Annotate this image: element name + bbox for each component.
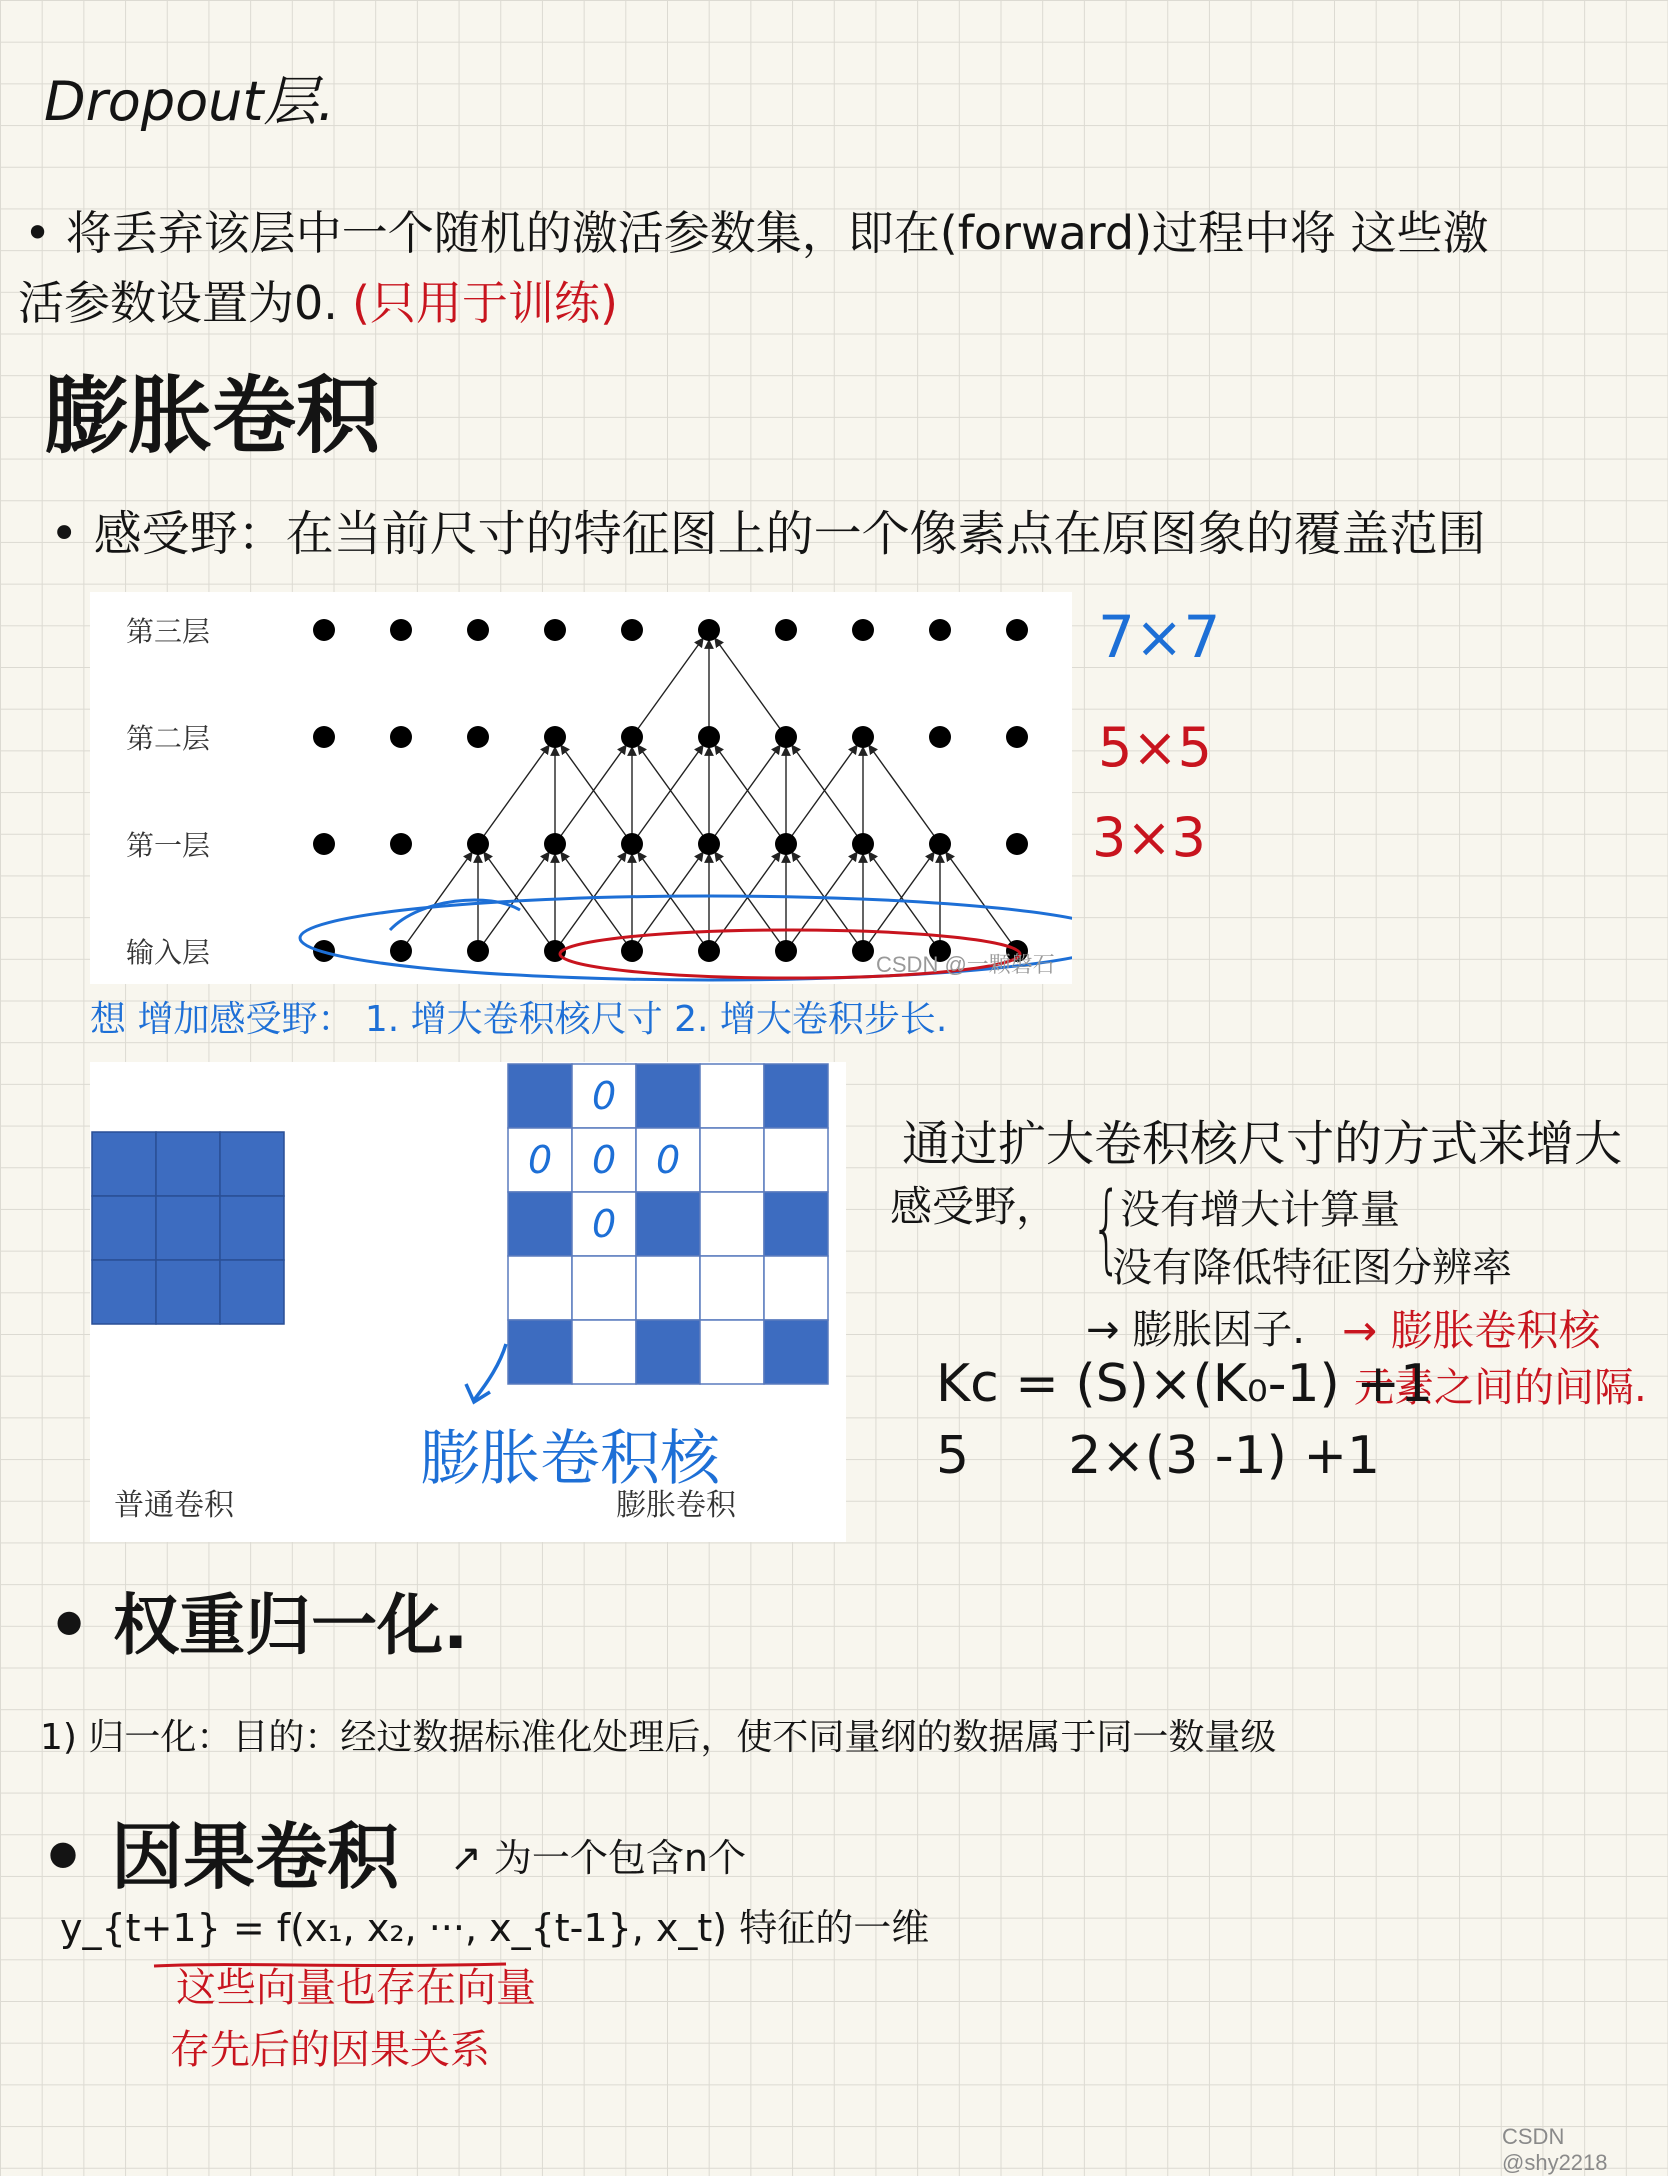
kernel-arrow-icon bbox=[460, 1340, 520, 1410]
dropout-line-2: 活参数设置为0. bbox=[18, 276, 338, 330]
node-r1-c8 bbox=[929, 726, 951, 748]
node-r0-c1 bbox=[390, 619, 412, 641]
kernel-zero-4: 0 bbox=[592, 1202, 617, 1246]
dilated-cell-3-2 bbox=[636, 1256, 700, 1320]
pyramid-diagram bbox=[90, 592, 1072, 984]
kernel-zero-0: 0 bbox=[592, 1074, 617, 1118]
layer-label-2: 第二层 bbox=[126, 722, 211, 755]
figure-watermark: CSDN @一颗磐石 bbox=[876, 952, 1055, 977]
kernel-zero-3: 0 bbox=[656, 1138, 681, 1182]
dilated-cell-2-0 bbox=[508, 1192, 572, 1256]
normal-conv-caption: 普通卷积 bbox=[114, 1488, 234, 1523]
node-r0-c3 bbox=[544, 619, 566, 641]
node-r2-c5 bbox=[698, 833, 720, 855]
layer-label-3: 第三层 bbox=[126, 615, 211, 648]
node-r1-c7 bbox=[852, 726, 874, 748]
node-r1-c1 bbox=[390, 726, 412, 748]
normal-cell-2-2 bbox=[220, 1260, 284, 1324]
expand-kernel-line-1: 通过扩大卷积核尺寸的方式来增大 bbox=[902, 1116, 1623, 1172]
no-resolution-reduction: 没有降低特征图分辨率 bbox=[1112, 1245, 1512, 1291]
causal-arrow-note: ↗ 为一个包含n个 bbox=[450, 1836, 747, 1880]
node-r0-c2 bbox=[467, 619, 489, 641]
receptive-field-figure bbox=[90, 592, 1072, 984]
normal-cell-0-1 bbox=[156, 1132, 220, 1196]
node-r1-c6 bbox=[775, 726, 797, 748]
normal-cell-0-0 bbox=[92, 1132, 156, 1196]
normal-3x3-kernel bbox=[92, 1132, 284, 1324]
rf-label-5x5: 5×5 bbox=[1098, 716, 1212, 779]
rf-label-3x3: 3×3 bbox=[1092, 806, 1206, 869]
node-r3-c7 bbox=[852, 940, 874, 962]
dilated-cell-3-3 bbox=[700, 1256, 764, 1320]
dilated-cell-4-3 bbox=[700, 1320, 764, 1384]
dropout-title: Dropout层. bbox=[44, 70, 335, 133]
dilated-cell-0-3 bbox=[700, 1064, 764, 1128]
dilation-formula: Kc = (S)×(K₀-1) +1 bbox=[936, 1354, 1434, 1414]
node-r0-c7 bbox=[852, 619, 874, 641]
dilated-cell-0-0 bbox=[508, 1064, 572, 1128]
node-r3-c5 bbox=[698, 940, 720, 962]
node-r1-c4 bbox=[621, 726, 643, 748]
causal-red-line-1: 这些向量也存在向量 bbox=[176, 1965, 536, 2011]
node-r3-c2 bbox=[467, 940, 489, 962]
no-compute-increase: 没有增大计算量 bbox=[1120, 1187, 1400, 1233]
normal-cell-2-0 bbox=[92, 1260, 156, 1324]
dilated-cell-0-2 bbox=[636, 1064, 700, 1128]
node-r1-c2 bbox=[467, 726, 489, 748]
pyramid-edge-21 bbox=[484, 745, 549, 836]
dilated-cell-4-1 bbox=[572, 1320, 636, 1384]
normal-cell-1-2 bbox=[220, 1196, 284, 1260]
dropout-line-1: • 将丢弃该层中一个随机的激活参数集，即在(forward)过程中将 这些激 bbox=[24, 206, 1489, 260]
pyramid-edge-35 bbox=[869, 745, 934, 836]
node-r3-c4 bbox=[621, 940, 643, 962]
dilated-cell-3-1 bbox=[572, 1256, 636, 1320]
dilated-cell-4-4 bbox=[764, 1320, 828, 1384]
node-r2-c7 bbox=[852, 833, 874, 855]
dilated-cell-3-4 bbox=[764, 1256, 828, 1320]
normal-cell-1-1 bbox=[156, 1196, 220, 1260]
normal-cell-2-1 bbox=[156, 1260, 220, 1324]
causal-formula: y_{t+1} = f(x₁, x₂, ···, x_{t-1}, x_t) 特征的一维 bbox=[60, 1906, 930, 1950]
dilated-cell-4-2 bbox=[636, 1320, 700, 1384]
node-r1-c9 bbox=[1006, 726, 1028, 748]
rf-label-7x7: 7×7 bbox=[1098, 603, 1221, 671]
node-r3-c6 bbox=[775, 940, 797, 962]
dilated-cell-2-2 bbox=[636, 1192, 700, 1256]
dilation-red-line-2: 元素之间的间隔. bbox=[1354, 1365, 1647, 1411]
weight-norm-title: • 权重归一化. bbox=[48, 1587, 469, 1664]
dilation-formula-example: 5 2×(3 -1) +1 bbox=[936, 1426, 1381, 1486]
dilated-kernel-annotation: 膨胀卷积核 bbox=[420, 1424, 720, 1494]
node-r2-c0 bbox=[313, 833, 335, 855]
node-r1-c5 bbox=[698, 726, 720, 748]
node-r0-c6 bbox=[775, 619, 797, 641]
dilated-cell-3-0 bbox=[508, 1256, 572, 1320]
expand-kernel-line-2: 感受野， bbox=[890, 1182, 1059, 1231]
node-r2-c6 bbox=[775, 833, 797, 855]
node-r2-c4 bbox=[621, 833, 643, 855]
pyramid-edge-20 bbox=[946, 852, 1011, 943]
dilated-cell-2-4 bbox=[764, 1192, 828, 1256]
layer-label-input: 输入层 bbox=[126, 936, 211, 969]
dilated-conv-caption: 膨胀卷积 bbox=[616, 1488, 736, 1523]
node-r1-c0 bbox=[313, 726, 335, 748]
dilated-5x5-kernel bbox=[508, 1064, 828, 1384]
dilated-cell-1-3 bbox=[700, 1128, 764, 1192]
node-r0-c9 bbox=[1006, 619, 1028, 641]
node-r0-c0 bbox=[313, 619, 335, 641]
dilated-conv-title: 膨胀卷积 bbox=[44, 367, 381, 465]
normal-cell-1-0 bbox=[92, 1196, 156, 1260]
node-r1-c3 bbox=[544, 726, 566, 748]
normal-cell-0-2 bbox=[220, 1132, 284, 1196]
pyramid-edge-36 bbox=[638, 638, 703, 729]
causal-conv-title: • 因果卷积 bbox=[40, 1815, 400, 1899]
kernel-zero-2: 0 bbox=[592, 1138, 617, 1182]
node-r0-c8 bbox=[929, 619, 951, 641]
causal-red-line-2: 存先后的因果关系 bbox=[170, 2027, 490, 2073]
dilation-red-line-1: → 膨胀卷积核 bbox=[1342, 1306, 1601, 1355]
dropout-training-only-note: (只用于训练) bbox=[352, 276, 618, 330]
pyramid-edge-38 bbox=[715, 638, 780, 729]
dilation-factor-note: → 膨胀因子. bbox=[1086, 1307, 1305, 1353]
dilated-cell-2-3 bbox=[700, 1192, 764, 1256]
node-r3-c1 bbox=[390, 940, 412, 962]
layer-label-1: 第一层 bbox=[126, 829, 211, 862]
dilated-cell-0-4 bbox=[764, 1064, 828, 1128]
receptive-field-definition: • 感受野：在当前尺寸的特征图上的一个像素点在原图象的覆盖范围 bbox=[50, 506, 1486, 562]
node-r2-c9 bbox=[1006, 833, 1028, 855]
node-r2-c8 bbox=[929, 833, 951, 855]
dilated-cell-1-4 bbox=[764, 1128, 828, 1192]
brace: { bbox=[1091, 1172, 1122, 1284]
page-watermark: CSDN @shy2218 bbox=[1502, 2124, 1608, 2175]
node-r2-c3 bbox=[544, 833, 566, 855]
node-r0-c5 bbox=[698, 619, 720, 641]
increase-receptive-field-note: 想 增加感受野： 1. 增大卷积核尺寸 2. 增大卷积步长. bbox=[90, 999, 948, 1040]
node-r2-c1 bbox=[390, 833, 412, 855]
node-r0-c4 bbox=[621, 619, 643, 641]
node-r2-c2 bbox=[467, 833, 489, 855]
pyramid-edge-0 bbox=[407, 852, 472, 943]
kernel-zero-1: 0 bbox=[528, 1138, 553, 1182]
normalization-definition: 1) 归一化：目的：经过数据标准化处理后，使不同量纲的数据属于同一数量级 bbox=[40, 1717, 1277, 1758]
